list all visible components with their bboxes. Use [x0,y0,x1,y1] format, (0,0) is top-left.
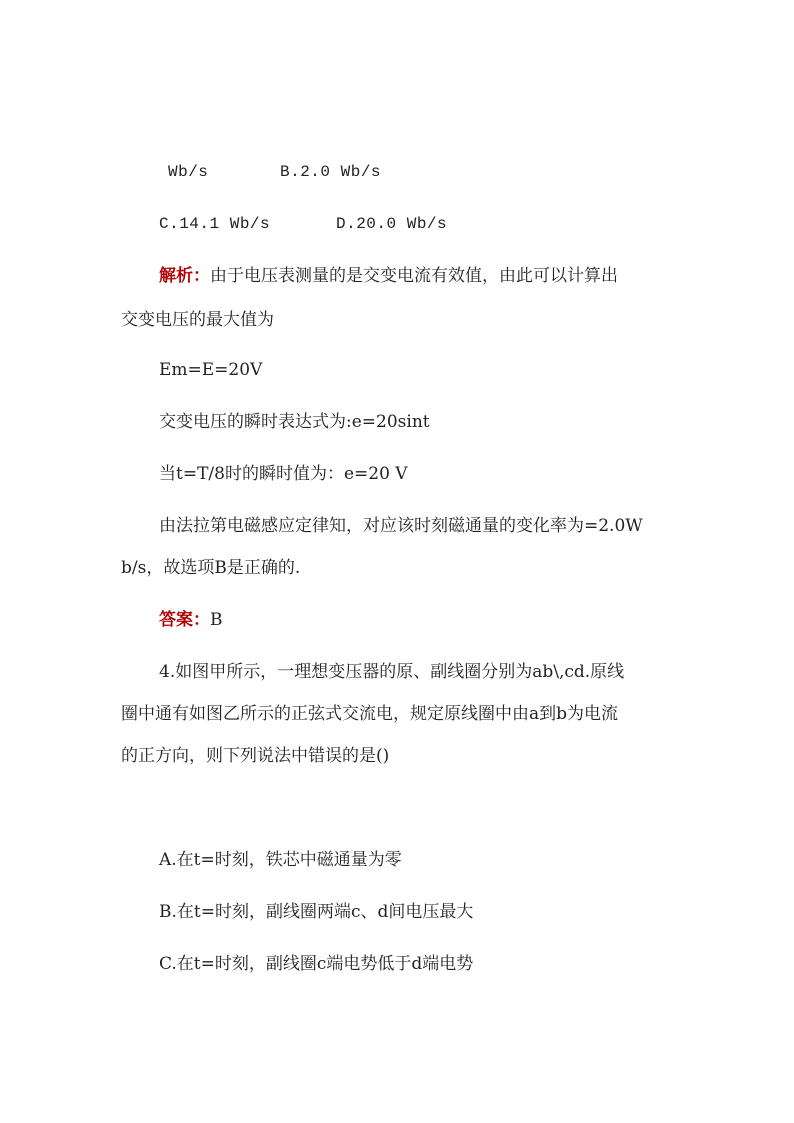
analysis-label: 解析 [159,266,193,286]
equation-instant-expression: 交变电压的瞬时表达式为:e=20sint [159,412,430,432]
question-4-option-c: C.在t=时刻，副线圈c端电势低于d端电势 [159,954,474,974]
question-4-line-1: 4.如图甲所示，一理想变压器的原、副线圈分别为ab\,cd.原线 [159,662,625,682]
analysis-line-2: 交变电压的最大值为 [121,310,274,330]
analysis-colon: ： [193,266,210,286]
answer-label: 答案 [159,610,193,630]
option-d: D.20.0 Wb/s [336,215,448,233]
equation-instant-value: 当t=T/8时的瞬时值为：e=20 V [159,464,408,484]
equation-em: Em=E=20V [159,360,263,380]
question-4-option-b: B.在t=时刻，副线圈两端c、d间电压最大 [159,902,474,922]
question-4-line-2: 圈中通有如图乙所示的正弦式交流电，规定原线圈中由a到b为电流 [121,704,619,724]
answer-colon: ： [193,610,210,630]
analysis-line-1 [159,265,618,287]
option-a-fragment: Wb/s [168,163,209,181]
answer-value: B [210,610,223,630]
conclusion-line-2: b/s，故选项B是正确的. [121,558,301,578]
analysis-text-1: 由于电压表测量的是交变电流有效值，由此可以计算出 [210,266,618,286]
answer-line [159,609,223,631]
option-b: B.2.0 Wb/s [280,163,382,181]
question-4-option-a: A.在t=时刻，铁芯中磁通量为零 [159,850,402,870]
question-4-line-3: 的正方向，则下列说法中错误的是() [121,746,390,766]
conclusion-line-1: 由法拉第电磁感应定律知，对应该时刻磁通量的变化率为=2.0W [159,516,643,536]
option-c: C.14.1 Wb/s [159,215,271,233]
